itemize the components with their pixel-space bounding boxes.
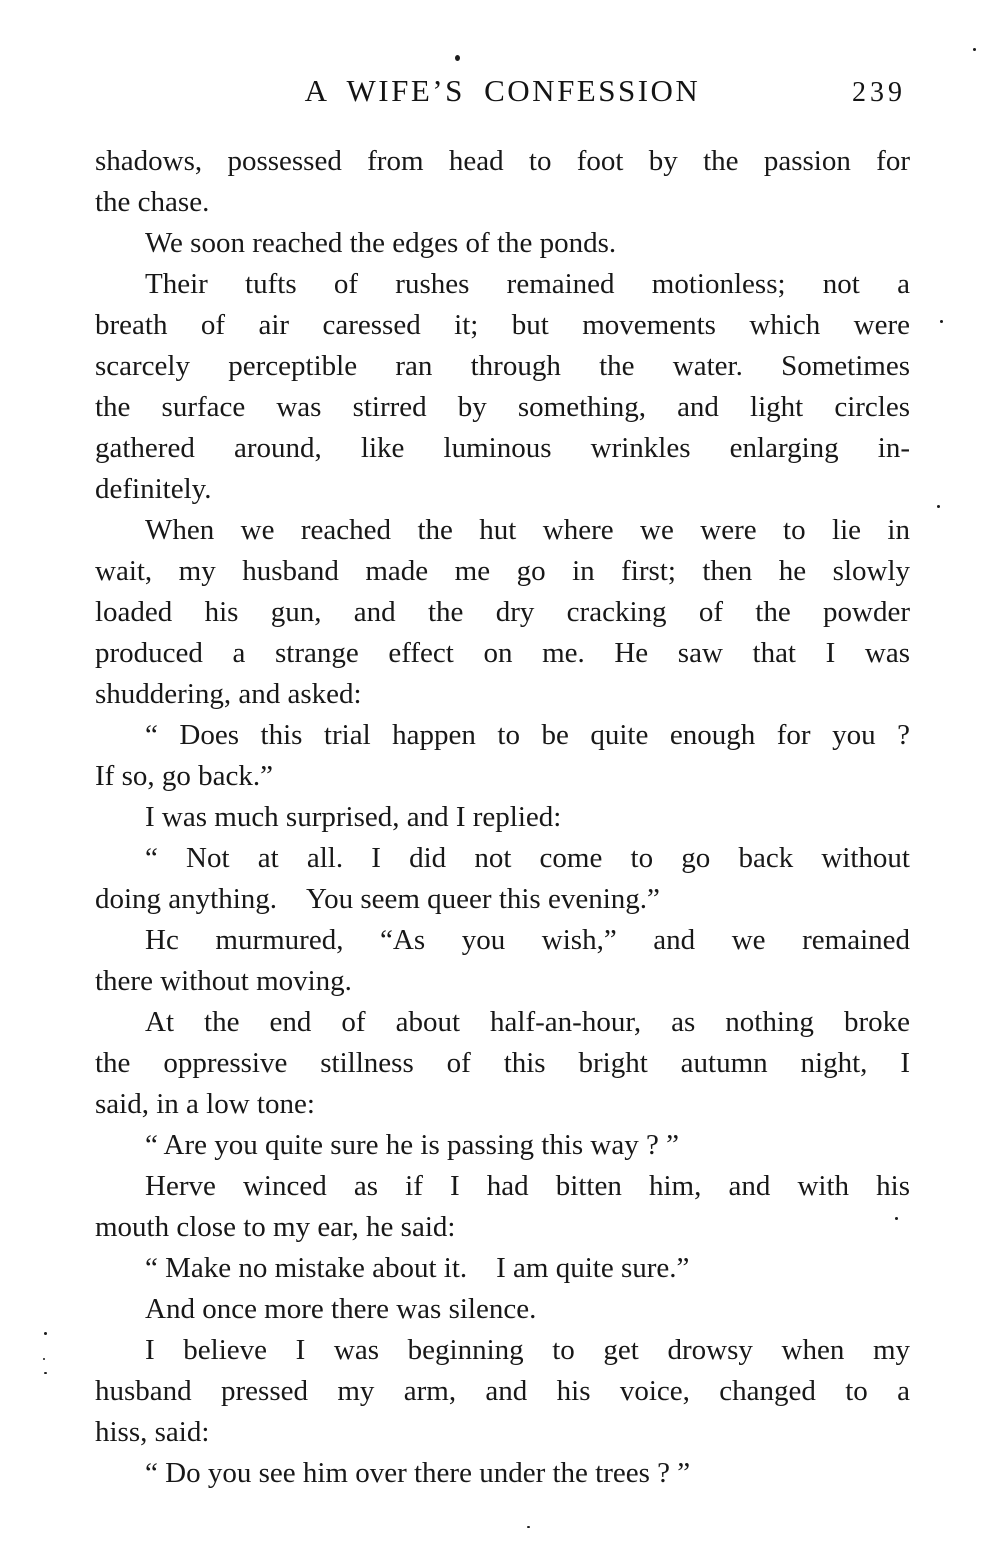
chapter-title: A WIFE’S CONFESSION	[304, 73, 701, 108]
scan-speck	[895, 1217, 898, 1220]
scan-speck	[455, 55, 460, 61]
text-line: We soon reached the edges of the ponds.	[145, 227, 617, 259]
scan-speck	[527, 1526, 530, 1528]
text-line: wait, my husband made me go in first; then he slowly	[95, 555, 910, 587]
text-line: produced a strange effect on me. He saw that I was	[95, 637, 910, 669]
text-line: If so, go back.”	[95, 760, 273, 792]
scan-speck	[973, 48, 976, 51]
text-line: At the end of about half-an-hour, as nothing broke	[145, 1006, 910, 1038]
running-header	[95, 70, 910, 112]
text-line: When we reached the hut where we were to lie in	[145, 514, 910, 546]
text-line: “ Are you quite sure he is passing this way ? ”	[145, 1129, 679, 1161]
text-line: “ Not at all. I did not come to go back without	[145, 842, 910, 874]
page-number: 239	[852, 77, 906, 108]
text-line: shuddering, and asked:	[95, 678, 362, 710]
text-line: shadows, possessed from head to foot by the passion for	[95, 145, 910, 177]
text-line: “ Make no mistake about it. I am quite sure.”	[145, 1252, 690, 1284]
text-line: And once more there was silence.	[145, 1293, 537, 1325]
text-line: doing anything. You seem queer this evening.”	[95, 883, 660, 915]
text-line: I was much surprised, and I replied:	[145, 801, 562, 833]
text-line: Their tufts of rushes remained motionless; not a	[145, 268, 910, 300]
text-line: I believe I was beginning to get drowsy when my	[145, 1334, 910, 1366]
text-line: “ Does this trial happen to be quite enough for you ?	[145, 719, 910, 751]
text-line: there without moving.	[95, 965, 352, 997]
text-line: the oppressive stillness of this bright autumn night, I	[95, 1047, 910, 1079]
text-line: the chase.	[95, 186, 210, 218]
text-line: said, in a low tone:	[95, 1088, 315, 1120]
text-line: breath of air caressed it; but movements which were	[95, 309, 910, 341]
body-text	[95, 141, 910, 1494]
text-line: hiss, said:	[95, 1416, 210, 1448]
text-line: the surface was stirred by something, and light circles	[95, 391, 910, 423]
scan-speck	[43, 1358, 45, 1360]
text-line: husband pressed my arm, and his voice, changed to a	[95, 1375, 910, 1407]
text-line: definitely.	[95, 473, 212, 505]
scan-speck	[937, 505, 940, 508]
text-line: loaded his gun, and the dry cracking of the powder	[95, 596, 910, 628]
text-line: Herve winced as if I had bitten him, and with his	[145, 1170, 910, 1202]
scan-speck	[940, 320, 943, 323]
scan-speck	[44, 1332, 47, 1335]
text-line: scarcely perceptible ran through the water. Sometimes	[95, 350, 910, 382]
scan-speck	[44, 1372, 47, 1374]
text-line: gathered around, like luminous wrinkles enlarging in-	[95, 432, 910, 464]
text-line: mouth close to my ear, he said:	[95, 1211, 456, 1243]
text-line: Hc murmured, “As you wish,” and we remained	[145, 924, 910, 956]
text-line: “ Do you see him over there under the trees ? ”	[145, 1457, 691, 1489]
